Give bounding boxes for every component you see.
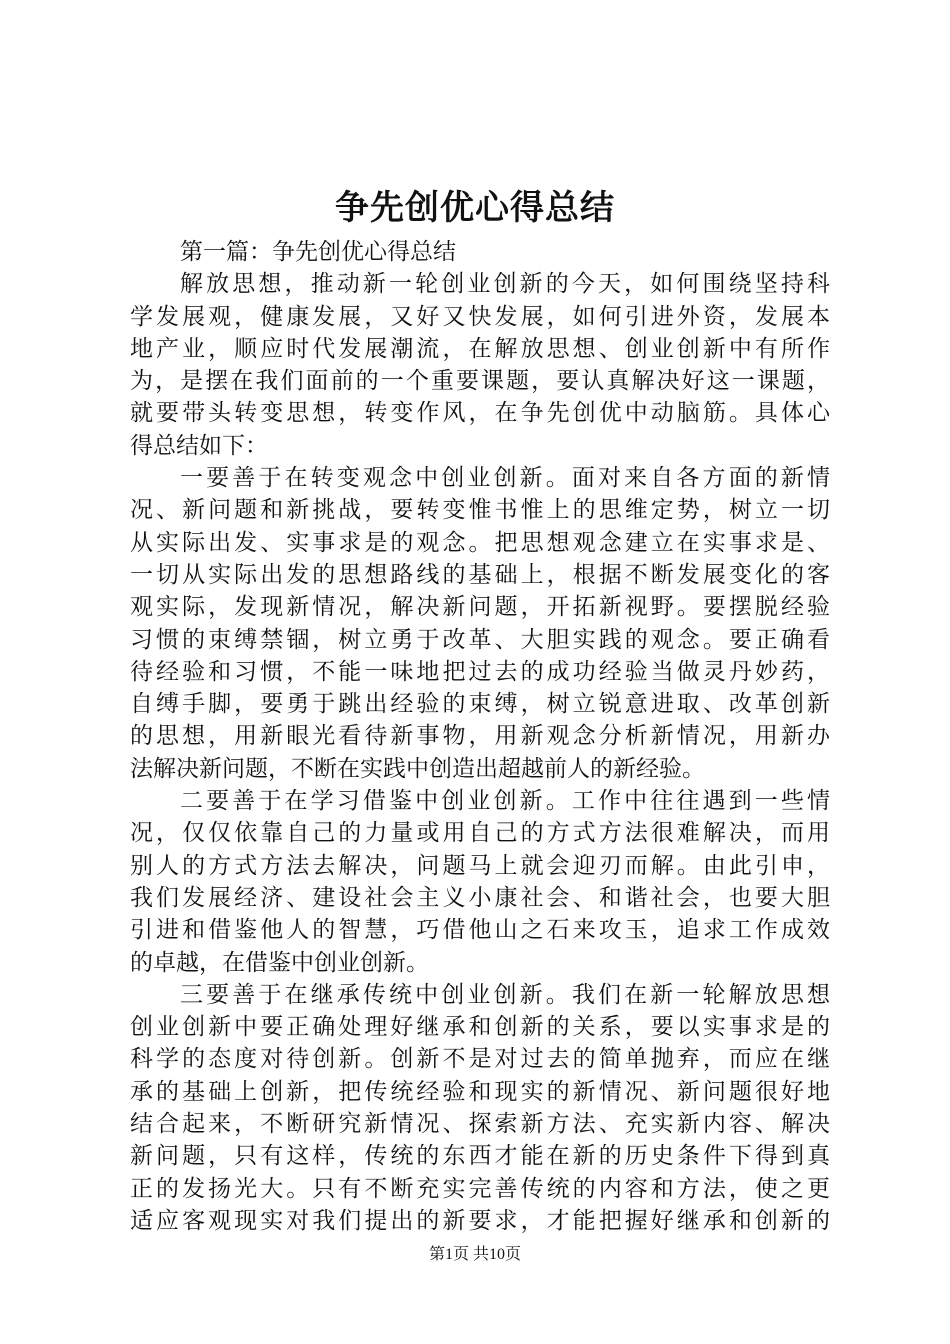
page-footer: 第1页 共10页	[428, 1246, 521, 1263]
text-line: 解放思想，推动新一轮创业创新的今天，如何围绕坚持科	[180, 271, 830, 298]
text-line: 适应客观现实对我们提出的新要求，才能把握好继承和创新的	[130, 1207, 830, 1234]
text-line: 观实际，发现新情况，解决新问题，开拓新视野。要摆脱经验	[130, 594, 830, 621]
text-line: 从实际出发、实事求是的观念。把思想观念建立在实事求是、	[130, 529, 830, 556]
text-line: 自缚手脚，要勇于跳出经验的束缚，树立锐意进取、改革创新	[130, 691, 830, 718]
document-body	[130, 236, 830, 1237]
text-line: 法解决新问题，不断在实践中创造出超越前人的新经验。	[130, 755, 705, 782]
text-line: 引进和借鉴他人的智慧，巧借他山之石来攻玉，追求工作成效	[130, 917, 830, 944]
text-line: 况、新问题和新挑战，要转变惟书惟上的思维定势，树立一切	[130, 497, 830, 524]
text-line: 三要善于在继承传统中创业创新。我们在新一轮解放思想	[180, 981, 830, 1008]
text-line: 一切从实际出发的思想路线的基础上，根据不断发展变化的客	[130, 561, 830, 588]
text-line: 别人的方式方法去解决，问题马上就会迎刃而解。由此引申，	[130, 852, 830, 879]
text-line: 得总结如下：	[130, 432, 268, 459]
text-line: 况，仅仅依靠自己的力量或用自己的方式方法很难解决，而用	[130, 820, 830, 847]
text-line: 一要善于在转变观念中创业创新。面对来自各方面的新情	[180, 465, 830, 492]
text-line: 承的基础上创新，把传统经验和现实的新情况、新问题很好地	[130, 1078, 830, 1105]
text-line: 待经验和习惯，不能一味地把过去的成功经验当做灵丹妙药，	[130, 658, 830, 685]
text-line: 新问题，只有这样，传统的东西才能在新的历史条件下得到真	[130, 1143, 830, 1170]
text-line: 的卓越，在借鉴中创业创新。	[130, 949, 429, 976]
text-line: 正的发扬光大。只有不断充实完善传统的内容和方法，使之更	[130, 1175, 830, 1202]
text-line: 创业创新中要正确处理好继承和创新的关系，要以实事求是的	[130, 1014, 830, 1041]
text-line: 学发展观，健康发展，又好又快发展，如何引进外资，发展本	[130, 303, 830, 330]
text-line: 结合起来，不断研究新情况、探索新方法、充实新内容、解决	[130, 1111, 830, 1138]
text-line: 我们发展经济、建设社会主义小康社会、和谐社会，也要大胆	[130, 884, 830, 911]
text-line: 科学的态度对待创新。创新不是对过去的简单抛弃，而应在继	[130, 1046, 830, 1073]
text-line: 地产业，顺应时代发展潮流，在解放思想、创业创新中有所作	[130, 335, 830, 362]
text-line: 二要善于在学习借鉴中创业创新。工作中往往遇到一些情	[180, 788, 830, 815]
page-title: 争先创优心得总结	[335, 188, 615, 228]
text-line: 习惯的束缚禁锢，树立勇于改革、大胆实践的观念。要正确看	[130, 626, 830, 653]
text-line: 的思想，用新眼光看待新事物，用新观念分析新情况，用新办	[130, 723, 830, 750]
text-line: 第一篇：争先创优心得总结	[180, 239, 456, 265]
text-line: 为，是摆在我们面前的一个重要课题，要认真解决好这一课题，	[130, 368, 830, 395]
text-line: 就要带头转变思想，转变作风，在争先创优中动脑筋。具体心	[130, 400, 830, 427]
